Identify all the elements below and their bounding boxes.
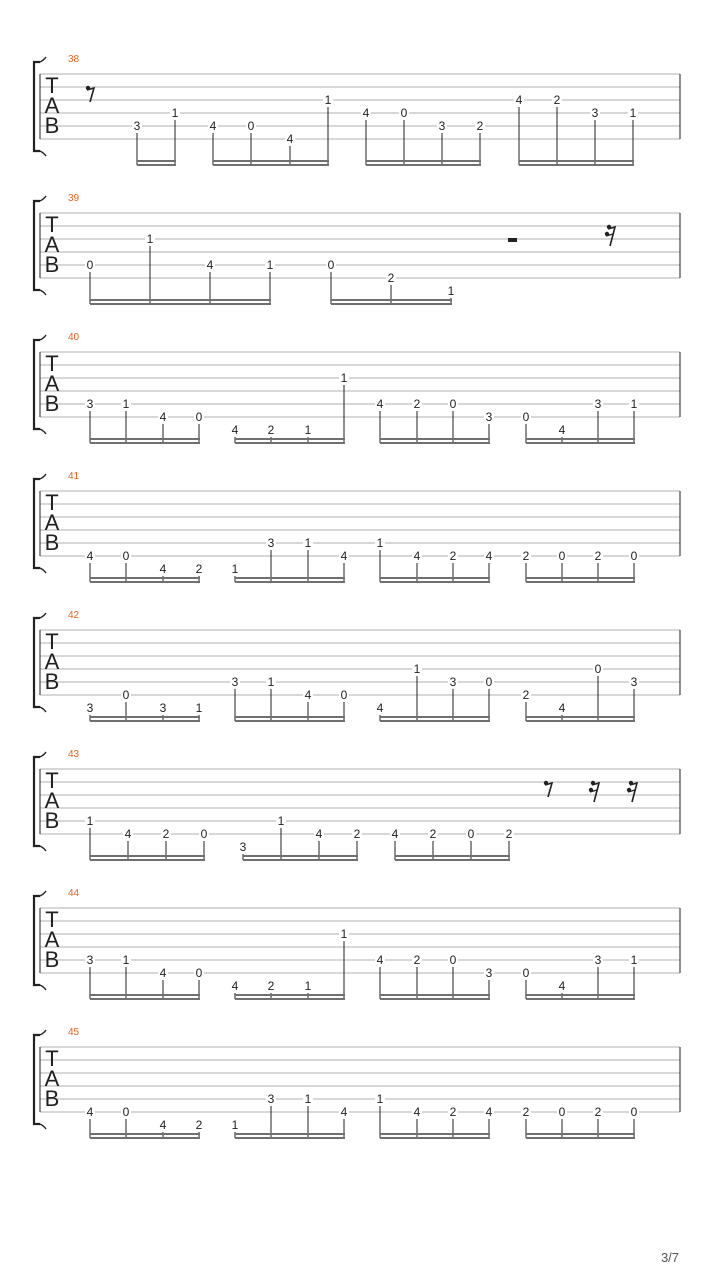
fret-number: 3 bbox=[630, 675, 638, 689]
tab-clef-letter: A bbox=[44, 371, 60, 396]
system-bracket bbox=[34, 201, 40, 290]
fret-number: 0 bbox=[327, 258, 335, 272]
fret-number: 2 bbox=[449, 549, 457, 563]
fret-number: 4 bbox=[231, 423, 239, 437]
system-bracket bbox=[34, 62, 40, 151]
beam bbox=[380, 1133, 490, 1135]
fret-number: 3 bbox=[231, 675, 239, 689]
fret-number: 3 bbox=[86, 953, 94, 967]
beam bbox=[90, 998, 200, 1000]
beam bbox=[90, 299, 271, 301]
bracket-hook-bottom bbox=[40, 568, 46, 573]
beam-group bbox=[521, 662, 639, 722]
fret-number: 0 bbox=[247, 119, 255, 133]
tab-clef-letter: T bbox=[45, 1046, 59, 1071]
beam bbox=[243, 859, 358, 861]
fret-number: 4 bbox=[558, 423, 566, 437]
tab-clef-letter: A bbox=[44, 93, 60, 118]
beam bbox=[526, 994, 635, 996]
beam bbox=[90, 442, 200, 444]
fret-number: 2 bbox=[353, 827, 361, 841]
fret-number: 2 bbox=[413, 953, 421, 967]
system-bracket bbox=[34, 479, 40, 568]
fret-number: 2 bbox=[267, 979, 275, 993]
fret-number: 4 bbox=[124, 827, 132, 841]
bracket-hook-bottom bbox=[40, 290, 46, 295]
fret-number: 1 bbox=[630, 953, 638, 967]
beam-group bbox=[208, 93, 333, 166]
beam-group bbox=[85, 232, 275, 305]
page-number: 3/7 bbox=[660, 1250, 680, 1265]
fret-number: 2 bbox=[195, 562, 203, 576]
beam-group bbox=[514, 93, 638, 166]
beam bbox=[331, 299, 452, 301]
bracket-hook-bottom bbox=[40, 151, 46, 156]
fret-number: 4 bbox=[304, 688, 312, 702]
beam bbox=[526, 438, 635, 440]
fret-number: 4 bbox=[558, 701, 566, 715]
tab-clef-letter: A bbox=[44, 1066, 60, 1091]
fret-number: 1 bbox=[267, 675, 275, 689]
beam bbox=[519, 160, 634, 162]
beam bbox=[235, 581, 345, 583]
fret-number: 1 bbox=[122, 953, 130, 967]
fret-number: 1 bbox=[324, 93, 332, 107]
fret-number: 2 bbox=[553, 93, 561, 107]
beam bbox=[380, 998, 490, 1000]
sixteenth-rest bbox=[589, 781, 599, 802]
beam bbox=[380, 716, 490, 718]
tab-clef-letter: A bbox=[44, 927, 60, 952]
fret-number: 2 bbox=[449, 1105, 457, 1119]
fret-number: 0 bbox=[200, 827, 208, 841]
fret-number: 0 bbox=[594, 662, 602, 676]
bracket-hook-bottom bbox=[40, 1124, 46, 1129]
fret-number: 0 bbox=[122, 1105, 130, 1119]
beam-group bbox=[521, 1105, 639, 1139]
beam-group bbox=[85, 549, 204, 583]
fret-number: 3 bbox=[159, 701, 167, 715]
rest-stroke bbox=[608, 227, 615, 246]
sixteenth-rest bbox=[627, 781, 637, 802]
bracket-hook-top bbox=[40, 335, 46, 340]
beam bbox=[526, 1137, 635, 1139]
bracket-hook-bottom bbox=[40, 429, 46, 434]
fret-number: 4 bbox=[485, 549, 493, 563]
beam-group bbox=[390, 827, 514, 861]
system-bracket bbox=[34, 757, 40, 846]
tab-system bbox=[34, 610, 680, 722]
fret-number: 0 bbox=[86, 258, 94, 272]
fret-number: 2 bbox=[594, 549, 602, 563]
tab-clef-letter: B bbox=[44, 391, 60, 416]
fret-number: 1 bbox=[340, 371, 348, 385]
fret-number: 4 bbox=[159, 966, 167, 980]
beam bbox=[380, 581, 490, 583]
beam bbox=[235, 577, 345, 579]
measure-number: 44 bbox=[68, 888, 80, 899]
bracket-hook-top bbox=[40, 57, 46, 62]
fret-number: 3 bbox=[594, 953, 602, 967]
beam bbox=[526, 998, 635, 1000]
fret-number: 2 bbox=[413, 397, 421, 411]
beam bbox=[380, 438, 490, 440]
beam-group bbox=[375, 662, 494, 722]
tab-clef-letter: B bbox=[44, 1086, 60, 1111]
fret-number: 0 bbox=[400, 106, 408, 120]
tab-system bbox=[34, 888, 680, 1000]
fret-number: 0 bbox=[340, 688, 348, 702]
beam bbox=[526, 1133, 635, 1135]
fret-number: 4 bbox=[558, 979, 566, 993]
measure-number: 43 bbox=[68, 749, 80, 760]
tab-clef-letter: A bbox=[44, 510, 60, 535]
sixteenth-rest bbox=[605, 225, 615, 246]
half-rest bbox=[508, 238, 517, 242]
fret-number: 0 bbox=[195, 966, 203, 980]
bracket-hook-top bbox=[40, 891, 46, 896]
fret-number: 1 bbox=[340, 927, 348, 941]
beam bbox=[395, 855, 510, 857]
bracket-hook-top bbox=[40, 196, 46, 201]
fret-number: 3 bbox=[594, 397, 602, 411]
fret-number: 0 bbox=[630, 1105, 638, 1119]
fret-number: 4 bbox=[209, 119, 217, 133]
rest-stroke bbox=[630, 783, 637, 802]
tab-system bbox=[34, 193, 680, 305]
beam bbox=[90, 720, 200, 722]
measure-number: 39 bbox=[68, 193, 80, 204]
fret-number: 4 bbox=[86, 549, 94, 563]
system-bracket bbox=[34, 618, 40, 707]
fret-number: 2 bbox=[594, 1105, 602, 1119]
fret-number: 4 bbox=[159, 562, 167, 576]
beam bbox=[235, 442, 345, 444]
beam bbox=[90, 303, 271, 305]
fret-number: 4 bbox=[376, 701, 384, 715]
tab-clef-letter: T bbox=[45, 768, 59, 793]
fret-number: 4 bbox=[340, 549, 348, 563]
beam bbox=[526, 720, 635, 722]
measure-number: 40 bbox=[68, 332, 80, 343]
tab-clef-letter: T bbox=[45, 629, 59, 654]
half-rest-bar bbox=[508, 238, 517, 242]
fret-number: 3 bbox=[86, 701, 94, 715]
fret-number: 2 bbox=[522, 1105, 530, 1119]
beam bbox=[380, 1137, 490, 1139]
tab-system bbox=[34, 471, 680, 583]
fret-number: 2 bbox=[387, 271, 395, 285]
tab-clef-letter: T bbox=[45, 351, 59, 376]
bracket-hook-top bbox=[40, 613, 46, 618]
beam bbox=[90, 581, 200, 583]
beam bbox=[380, 442, 490, 444]
fret-number: 1 bbox=[376, 536, 384, 550]
beam bbox=[526, 581, 635, 583]
beam bbox=[213, 164, 329, 166]
fret-number: 4 bbox=[485, 1105, 493, 1119]
fret-number: 1 bbox=[195, 701, 203, 715]
fret-number: 4 bbox=[315, 827, 323, 841]
fret-number: 1 bbox=[266, 258, 274, 272]
fret-number: 1 bbox=[231, 562, 239, 576]
fret-number: 4 bbox=[413, 1105, 421, 1119]
system-bracket bbox=[34, 1035, 40, 1124]
fret-number: 2 bbox=[476, 119, 484, 133]
tab-system bbox=[34, 54, 680, 166]
tab-clef-letter: B bbox=[44, 252, 60, 277]
beam-group bbox=[361, 106, 485, 166]
fret-number: 4 bbox=[86, 1105, 94, 1119]
beam-group bbox=[132, 106, 180, 166]
fret-number: 1 bbox=[304, 536, 312, 550]
fret-number: 3 bbox=[485, 966, 493, 980]
measure-number: 38 bbox=[68, 54, 80, 65]
fret-number: 4 bbox=[515, 93, 523, 107]
fret-number: 0 bbox=[558, 1105, 566, 1119]
fret-number: 1 bbox=[304, 423, 312, 437]
fret-number: 3 bbox=[591, 106, 599, 120]
bracket-hook-bottom bbox=[40, 985, 46, 990]
tab-clef-letter: A bbox=[44, 232, 60, 257]
tab-clef-letter: B bbox=[44, 113, 60, 138]
fret-number: 1 bbox=[146, 232, 154, 246]
beam bbox=[235, 994, 345, 996]
beam-group bbox=[85, 1105, 204, 1139]
beam bbox=[90, 994, 200, 996]
beam bbox=[380, 577, 490, 579]
beam bbox=[366, 164, 481, 166]
tab-clef-letter: B bbox=[44, 669, 60, 694]
fret-number: 4 bbox=[231, 979, 239, 993]
fret-number: 0 bbox=[195, 410, 203, 424]
fret-number: 3 bbox=[239, 840, 247, 854]
fret-number: 3 bbox=[267, 1092, 275, 1106]
fret-number: 4 bbox=[159, 410, 167, 424]
beam bbox=[90, 1137, 200, 1139]
beam-group bbox=[521, 549, 639, 583]
fret-number: 0 bbox=[122, 549, 130, 563]
beam-group bbox=[230, 927, 349, 1000]
beam bbox=[235, 998, 345, 1000]
beam bbox=[380, 994, 490, 996]
tab-clef-letter: B bbox=[44, 530, 60, 555]
fret-number: 4 bbox=[362, 106, 370, 120]
fret-number: 3 bbox=[485, 410, 493, 424]
fret-number: 1 bbox=[277, 814, 285, 828]
fret-number: 0 bbox=[522, 410, 530, 424]
fret-number: 0 bbox=[630, 549, 638, 563]
beam bbox=[380, 720, 490, 722]
fret-number: 0 bbox=[485, 675, 493, 689]
beam bbox=[235, 438, 345, 440]
beam bbox=[137, 160, 176, 162]
fret-number: 3 bbox=[133, 119, 141, 133]
bracket-hook-bottom bbox=[40, 846, 46, 851]
beam bbox=[235, 1133, 345, 1135]
fret-number: 1 bbox=[122, 397, 130, 411]
fret-number: 3 bbox=[449, 675, 457, 689]
tab-clef-letter: A bbox=[44, 788, 60, 813]
beam bbox=[243, 855, 358, 857]
beam-group bbox=[230, 371, 349, 444]
tab-clef-letter: T bbox=[45, 907, 59, 932]
fret-number: 3 bbox=[438, 119, 446, 133]
tab-clef-letter: T bbox=[45, 73, 59, 98]
fret-number: 1 bbox=[304, 1092, 312, 1106]
fret-number: 1 bbox=[86, 814, 94, 828]
tab-clef-letter: B bbox=[44, 808, 60, 833]
beam bbox=[137, 164, 176, 166]
beam bbox=[235, 720, 345, 722]
beam bbox=[90, 1133, 200, 1135]
fret-number: 0 bbox=[467, 827, 475, 841]
beam bbox=[235, 1137, 345, 1139]
beam bbox=[90, 855, 205, 857]
beam bbox=[90, 859, 205, 861]
beam bbox=[395, 859, 510, 861]
tab-clef-letter: T bbox=[45, 212, 59, 237]
beam bbox=[90, 438, 200, 440]
fret-number: 1 bbox=[413, 662, 421, 676]
system-bracket bbox=[34, 896, 40, 985]
measure-number: 45 bbox=[68, 1027, 80, 1038]
fret-number: 1 bbox=[304, 979, 312, 993]
bracket-hook-top bbox=[40, 474, 46, 479]
fret-number: 1 bbox=[171, 106, 179, 120]
fret-number: 2 bbox=[522, 688, 530, 702]
beam bbox=[90, 716, 200, 718]
beam bbox=[213, 160, 329, 162]
bracket-hook-top bbox=[40, 1030, 46, 1035]
tab-system bbox=[34, 749, 680, 861]
fret-number: 0 bbox=[522, 966, 530, 980]
beam bbox=[366, 160, 481, 162]
beam bbox=[235, 716, 345, 718]
fret-number: 4 bbox=[159, 1118, 167, 1132]
fret-number: 2 bbox=[522, 549, 530, 563]
fret-number: 4 bbox=[206, 258, 214, 272]
fret-number: 4 bbox=[376, 953, 384, 967]
system-bracket bbox=[34, 340, 40, 429]
rest-stroke bbox=[592, 783, 599, 802]
beam bbox=[90, 577, 200, 579]
fret-number: 4 bbox=[413, 549, 421, 563]
tab-clef-letter: T bbox=[45, 490, 59, 515]
fret-number: 3 bbox=[267, 536, 275, 550]
beam bbox=[519, 164, 634, 166]
fret-number: 1 bbox=[376, 1092, 384, 1106]
fret-number: 2 bbox=[505, 827, 513, 841]
beam-group bbox=[85, 688, 204, 722]
beam bbox=[526, 716, 635, 718]
fret-number: 0 bbox=[122, 688, 130, 702]
fret-number: 2 bbox=[429, 827, 437, 841]
fret-number: 1 bbox=[630, 397, 638, 411]
fret-number: 0 bbox=[449, 397, 457, 411]
fret-number: 2 bbox=[267, 423, 275, 437]
fret-number: 0 bbox=[449, 953, 457, 967]
fret-number: 4 bbox=[376, 397, 384, 411]
measure-number: 41 bbox=[68, 471, 80, 482]
tab-clef-letter: A bbox=[44, 649, 60, 674]
measure-number: 42 bbox=[68, 610, 80, 621]
bracket-hook-top bbox=[40, 752, 46, 757]
fret-number: 0 bbox=[558, 549, 566, 563]
fret-number: 4 bbox=[340, 1105, 348, 1119]
fret-number: 4 bbox=[391, 827, 399, 841]
fret-number: 2 bbox=[195, 1118, 203, 1132]
beam bbox=[526, 577, 635, 579]
fret-number: 3 bbox=[86, 397, 94, 411]
tab-clef-letter: B bbox=[44, 947, 60, 972]
fret-number: 2 bbox=[162, 827, 170, 841]
tab-system bbox=[34, 1027, 680, 1139]
bracket-hook-bottom bbox=[40, 707, 46, 712]
fret-number: 1 bbox=[629, 106, 637, 120]
fret-number: 1 bbox=[231, 1118, 239, 1132]
tab-system bbox=[34, 332, 680, 444]
beam bbox=[526, 442, 635, 444]
fret-number: 4 bbox=[286, 132, 294, 146]
beam bbox=[331, 303, 452, 305]
fret-number: 1 bbox=[447, 284, 455, 298]
